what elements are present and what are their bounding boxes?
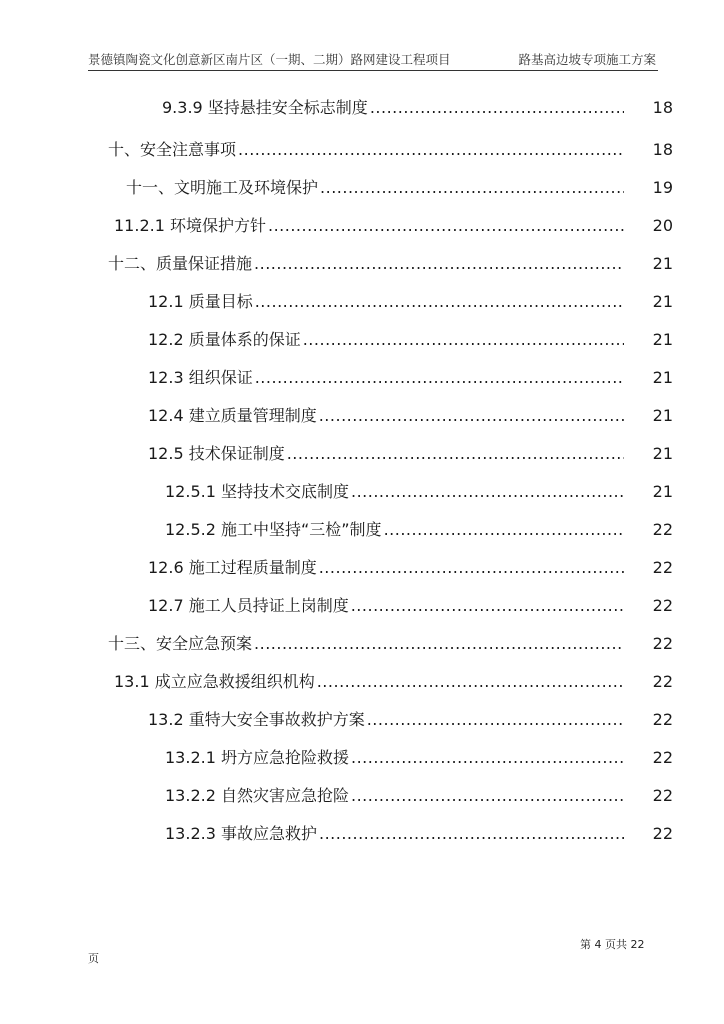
toc-entry-page: 22 xyxy=(652,520,673,539)
page-header xyxy=(88,50,658,71)
toc-entry-title: 十二、质量保证措施 xyxy=(108,254,253,273)
toc-entry-title: 12.3 组织保证 xyxy=(148,368,253,387)
toc-entry-page: 21 xyxy=(652,406,673,425)
toc-entry-title: 12.5.1 坚持技术交底制度 xyxy=(165,482,349,501)
header-project-title: 景德镇陶瓷文化创意新区南片区（一期、二期）路网建设工程项目 xyxy=(88,52,451,67)
toc-entry-title: 12.5.2 施工中坚持“三检”制度 xyxy=(165,520,382,539)
toc-entry-page: 21 xyxy=(652,482,673,501)
toc-entry[interactable] xyxy=(165,822,673,846)
toc-entry-title: 12.2 质量体系的保证 xyxy=(148,330,301,349)
toc-leader-dots xyxy=(238,138,624,162)
toc-entry[interactable] xyxy=(148,366,673,390)
toc-entry[interactable] xyxy=(148,442,673,466)
toc-leader-dots xyxy=(268,214,624,238)
toc-entry-page: 22 xyxy=(652,634,673,653)
toc-entry[interactable] xyxy=(148,290,673,314)
toc-entry[interactable] xyxy=(126,176,673,200)
toc-leader-dots xyxy=(319,556,624,580)
toc-leader-dots xyxy=(319,822,624,846)
toc-leader-dots xyxy=(287,442,624,466)
toc-entry[interactable] xyxy=(165,518,673,542)
toc-entry-title: 12.5 技术保证制度 xyxy=(148,444,285,463)
toc-entry-page: 21 xyxy=(652,444,673,463)
toc-entry[interactable] xyxy=(114,214,673,238)
toc-entry[interactable] xyxy=(165,784,673,808)
toc-entry[interactable] xyxy=(108,138,673,162)
toc-leader-dots xyxy=(367,708,624,732)
toc-entry-page: 22 xyxy=(652,558,673,577)
toc-entry-page: 22 xyxy=(652,672,673,691)
toc-leader-dots xyxy=(255,366,624,390)
toc-entry-page: 22 xyxy=(652,824,673,843)
toc-entry-title: 12.4 建立质量管理制度 xyxy=(148,406,317,425)
toc-leader-dots xyxy=(351,784,624,808)
toc-leader-dots xyxy=(319,404,624,428)
toc-entry[interactable] xyxy=(165,480,673,504)
toc-leader-dots xyxy=(351,594,624,618)
toc-entry-title: 12.7 施工人员持证上岗制度 xyxy=(148,596,349,615)
toc-entry[interactable] xyxy=(148,594,673,618)
toc-leader-dots xyxy=(254,632,624,656)
toc-entry-title: 12.6 施工过程质量制度 xyxy=(148,558,317,577)
toc-entry-title: 11.2.1 环境保护方针 xyxy=(114,216,266,235)
toc-leader-dots xyxy=(254,252,624,276)
toc-entry-title: 13.2.2 自然灾害应急抢险 xyxy=(165,786,349,805)
toc-entry-page: 21 xyxy=(652,254,673,273)
toc-entry[interactable] xyxy=(148,328,673,352)
toc-entry[interactable] xyxy=(148,708,673,732)
toc-leader-dots xyxy=(351,746,624,770)
toc-entry-title: 十、安全注意事项 xyxy=(108,140,237,159)
toc-entry-page: 18 xyxy=(652,140,673,159)
toc-entry-title: 13.2.3 事故应急救护 xyxy=(165,824,317,843)
toc-entry[interactable] xyxy=(162,96,673,120)
toc-entry[interactable] xyxy=(148,556,673,580)
toc-leader-dots xyxy=(255,290,624,314)
toc-entry[interactable] xyxy=(108,252,673,276)
toc-entry-page: 22 xyxy=(652,748,673,767)
toc-entry-title: 13.1 成立应急救援组织机构 xyxy=(114,672,315,691)
toc-entry-page: 21 xyxy=(652,368,673,387)
toc-entry[interactable] xyxy=(108,632,673,656)
toc-entry-page: 22 xyxy=(652,786,673,805)
page-number-suffix: 页 xyxy=(88,952,99,965)
toc-entry-page: 22 xyxy=(652,710,673,729)
toc-entry[interactable] xyxy=(114,670,673,694)
toc-leader-dots xyxy=(303,328,624,352)
toc-entry[interactable] xyxy=(148,404,673,428)
toc-entry-page: 19 xyxy=(652,178,673,197)
toc-entry-page: 20 xyxy=(652,216,673,235)
toc-leader-dots xyxy=(370,96,624,120)
toc-leader-dots xyxy=(384,518,624,542)
toc-leader-dots xyxy=(351,480,624,504)
toc-entry-title: 13.2.1 坍方应急抢险救援 xyxy=(165,748,349,767)
toc-leader-dots xyxy=(320,176,624,200)
toc-entry-title: 9.3.9 坚持悬挂安全标志制度 xyxy=(162,98,368,117)
header-document-title: 路基高边坡专项施工方案 xyxy=(518,52,656,67)
toc-entry-title: 12.1 质量目标 xyxy=(148,292,253,311)
toc-entry-page: 22 xyxy=(652,596,673,615)
toc-entry-title: 13.2 重特大安全事故救护方案 xyxy=(148,710,365,729)
toc-entry-title: 十一、文明施工及环境保护 xyxy=(126,178,319,197)
toc-entry-page: 21 xyxy=(652,292,673,311)
toc-entry-page: 21 xyxy=(652,330,673,349)
toc-entry-page: 18 xyxy=(652,98,673,117)
toc-entry[interactable] xyxy=(165,746,673,770)
toc-leader-dots xyxy=(317,670,624,694)
page-number: 第 4 页共 22 xyxy=(580,938,645,951)
toc-entry-title: 十三、安全应急预案 xyxy=(108,634,253,653)
